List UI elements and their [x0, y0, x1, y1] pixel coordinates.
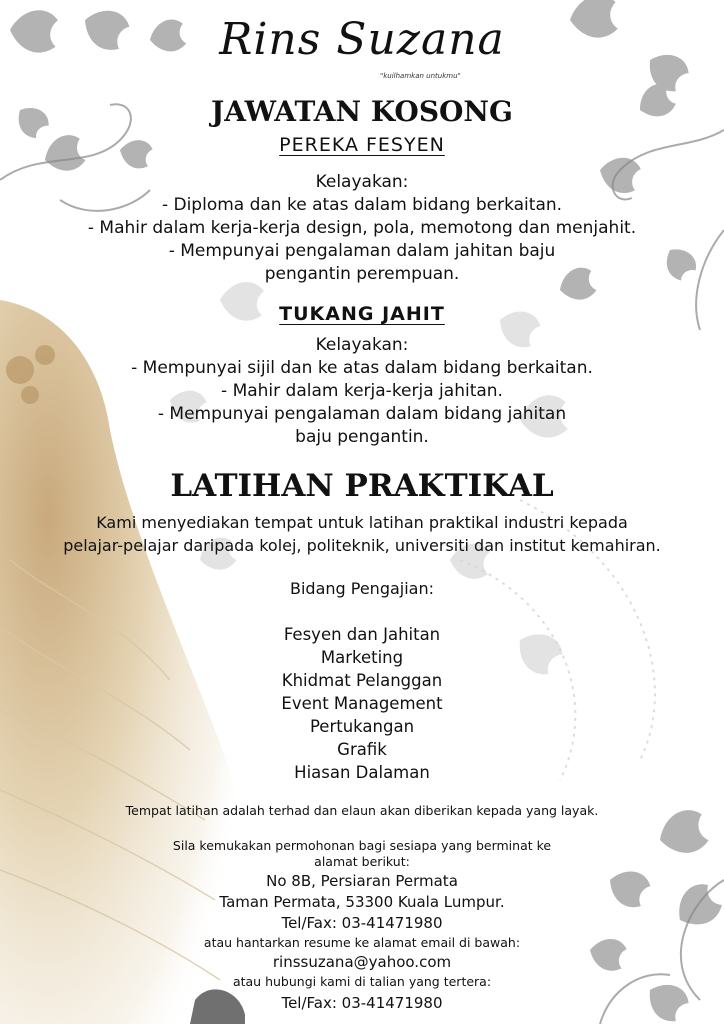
field-item: Fesyen dan Jahitan — [283, 625, 441, 644]
field-item: Hiasan Dalaman — [294, 763, 430, 782]
field-item: Event Management — [281, 694, 443, 713]
contact-intro: alamat berikut: — [314, 854, 410, 869]
address-line: Taman Permata, 53300 Kuala Lumpur. — [219, 893, 505, 911]
field-item: Pertukangan — [309, 717, 415, 736]
brand-tagline: "kuilhamkan untukmu" — [380, 72, 461, 80]
position-title-tailor: TUKANG JAHIT — [279, 303, 445, 325]
fields-label: Bidang Pengajian: — [289, 579, 434, 598]
training-description: Kami menyediakan tempat untuk latihan praktikal industri kepada — [96, 513, 628, 532]
requirement-item: - Mahir dalam kerja-kerja jahitan. — [221, 381, 503, 401]
field-item: Khidmat Pelanggan — [281, 671, 443, 690]
requirement-item: - Mempunyai pengalaman dalam jahitan baju — [168, 241, 556, 261]
requirement-item: baju pengantin. — [295, 427, 429, 447]
address-line: No 8B, Persiaran Permata — [266, 872, 458, 890]
requirement-item: - Diploma dan ke atas dalam bidang berkaitan. — [161, 195, 563, 215]
vacancy-title: JAWATAN KOSONG — [211, 95, 513, 128]
training-note: Tempat latihan adalah terhad dan elaun akan diberikan kepada yang layak. — [125, 803, 599, 818]
email-intro: atau hantarkan resume ke alamat email di bawah: — [203, 935, 521, 950]
field-item: Grafik — [337, 740, 387, 759]
position-title-fashion-designer: PEREKA FESYEN — [279, 134, 445, 156]
requirement-item: pengantin perempuan. — [264, 264, 460, 284]
requirements-label: Kelayakan: — [315, 172, 409, 192]
phone-intro: atau hubungi kami di talian yang tertera: — [232, 974, 492, 989]
requirement-item: - Mahir dalam kerja-kerja design, pola, memotong dan menjahit. — [87, 218, 637, 238]
telfax-text: Tel/Fax: 03-41471980 — [281, 914, 443, 932]
field-item: Marketing — [320, 648, 404, 667]
requirements-label: Kelayakan: — [315, 335, 409, 355]
training-title: LATIHAN PRAKTIKAL — [170, 468, 554, 504]
training-description: pelajar-pelajar daripada kolej, politeknik, universiti dan institut kemahiran. — [63, 536, 661, 555]
email-text: rinssuzana@yahoo.com — [272, 953, 452, 971]
requirement-item: - Mempunyai pengalaman dalam bidang jahitan — [157, 404, 567, 424]
brand-logo: Rins Suzana — [219, 14, 505, 65]
telfax-text: Tel/Fax: 03-41471980 — [281, 994, 443, 1012]
requirement-item: - Mempunyai sijil dan ke atas dalam bidang berkaitan. — [131, 358, 593, 378]
contact-intro: Sila kemukakan permohonan bagi sesiapa yang berminat ke — [172, 838, 552, 853]
